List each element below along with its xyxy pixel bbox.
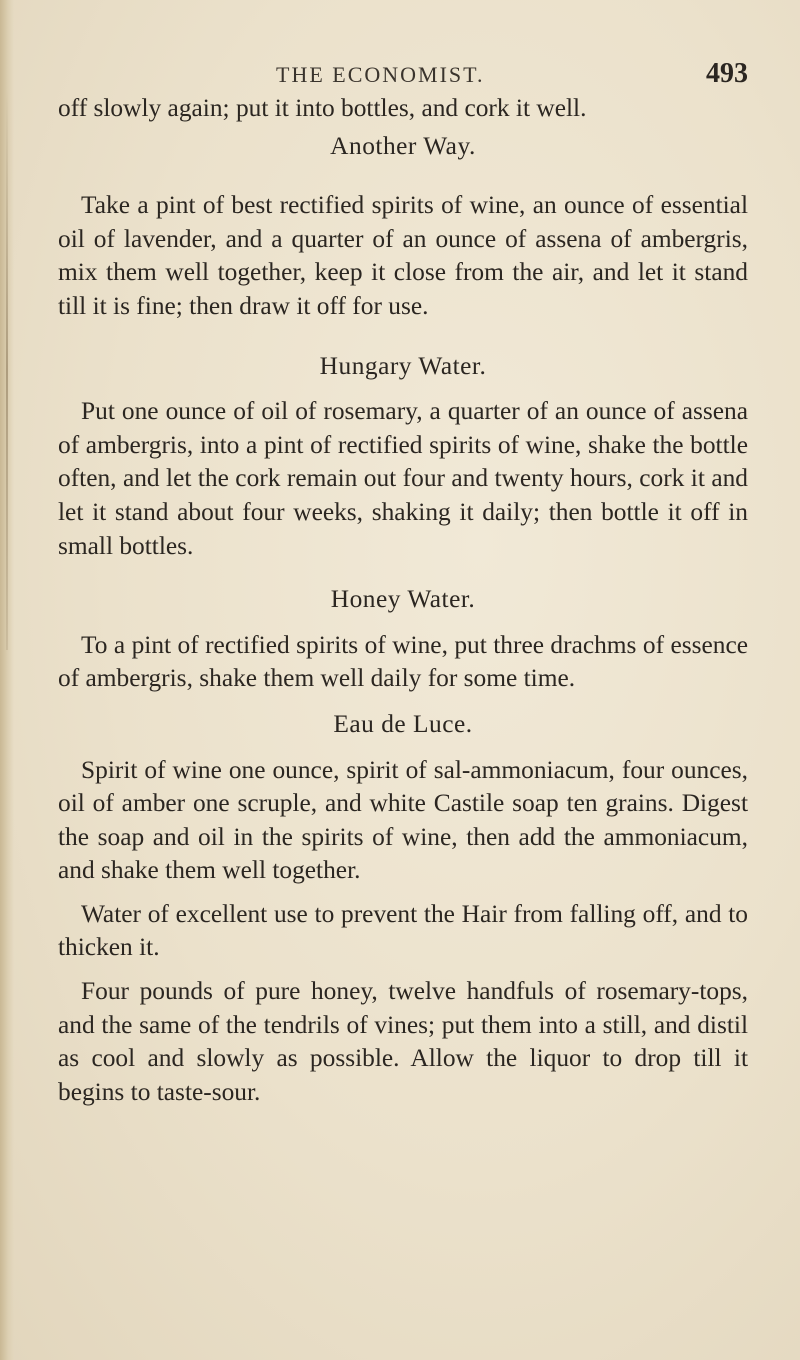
heading-another-way: Another Way.: [330, 131, 476, 160]
paragraph-hair-water: Four pounds of pure honey, twelve handfuls of rosemary-tops, and the same of the tendrils of vines; put them into a still, and distil as cool and slowly as possible. Allow the liquor to drop till it begins to taste-sour.: [58, 977, 748, 1106]
heading-eau-de-luce: Eau de Luce.: [333, 709, 473, 738]
page-number: 493: [706, 58, 748, 89]
paragraph-honey-water: To a pint of rectified spirits of wine, put three drachms of essence of ambergris, shake them well daily for some time.: [58, 630, 748, 693]
gutter-shadow: [6, 90, 8, 650]
paragraph-another-way: Take a pint of best rectified spirits of wine, an ounce of essential oil of lavender, and a quarter of an ounce of assena of ambergris, mix them well together, keep it close from the air, and let it stand till it is fine; then draw it off for use.: [58, 191, 748, 320]
paragraph-eau-de-luce: Spirit of wine one ounce, spirit of sal-ammoniacum, four ounces, oil of amber one scruple, and white Castile soap ten grains. Digest the soap and oil in the spirits of wine, then add the ammoniacum, and shake them well together.: [58, 755, 748, 885]
page-gutter: [0, 0, 14, 1360]
continuation-paragraph: off slowly again; put it into bottles, and cork it well.: [58, 94, 587, 122]
hair-water-title: Water of excellent use to prevent the Hair from falling off, and to thicken it.: [58, 899, 748, 962]
paragraph-hungary-water: Put one ounce of oil of rosemary, a quarter of an ounce of assena of ambergris, into a pint of rectified spirits of wine, shake the bottle often, and let the cork remain out four and twenty hours, cork it and let it stand about four weeks, shaking it daily; then bottle it off in small bottles.: [58, 397, 748, 560]
heading-honey-water: Honey Water.: [330, 585, 476, 614]
heading-hungary-water: Hungary Water.: [319, 351, 487, 380]
page-header: [58, 58, 748, 92]
running-head: THE ECONOMIST.: [276, 62, 485, 87]
page-body: [58, 92, 748, 1109]
